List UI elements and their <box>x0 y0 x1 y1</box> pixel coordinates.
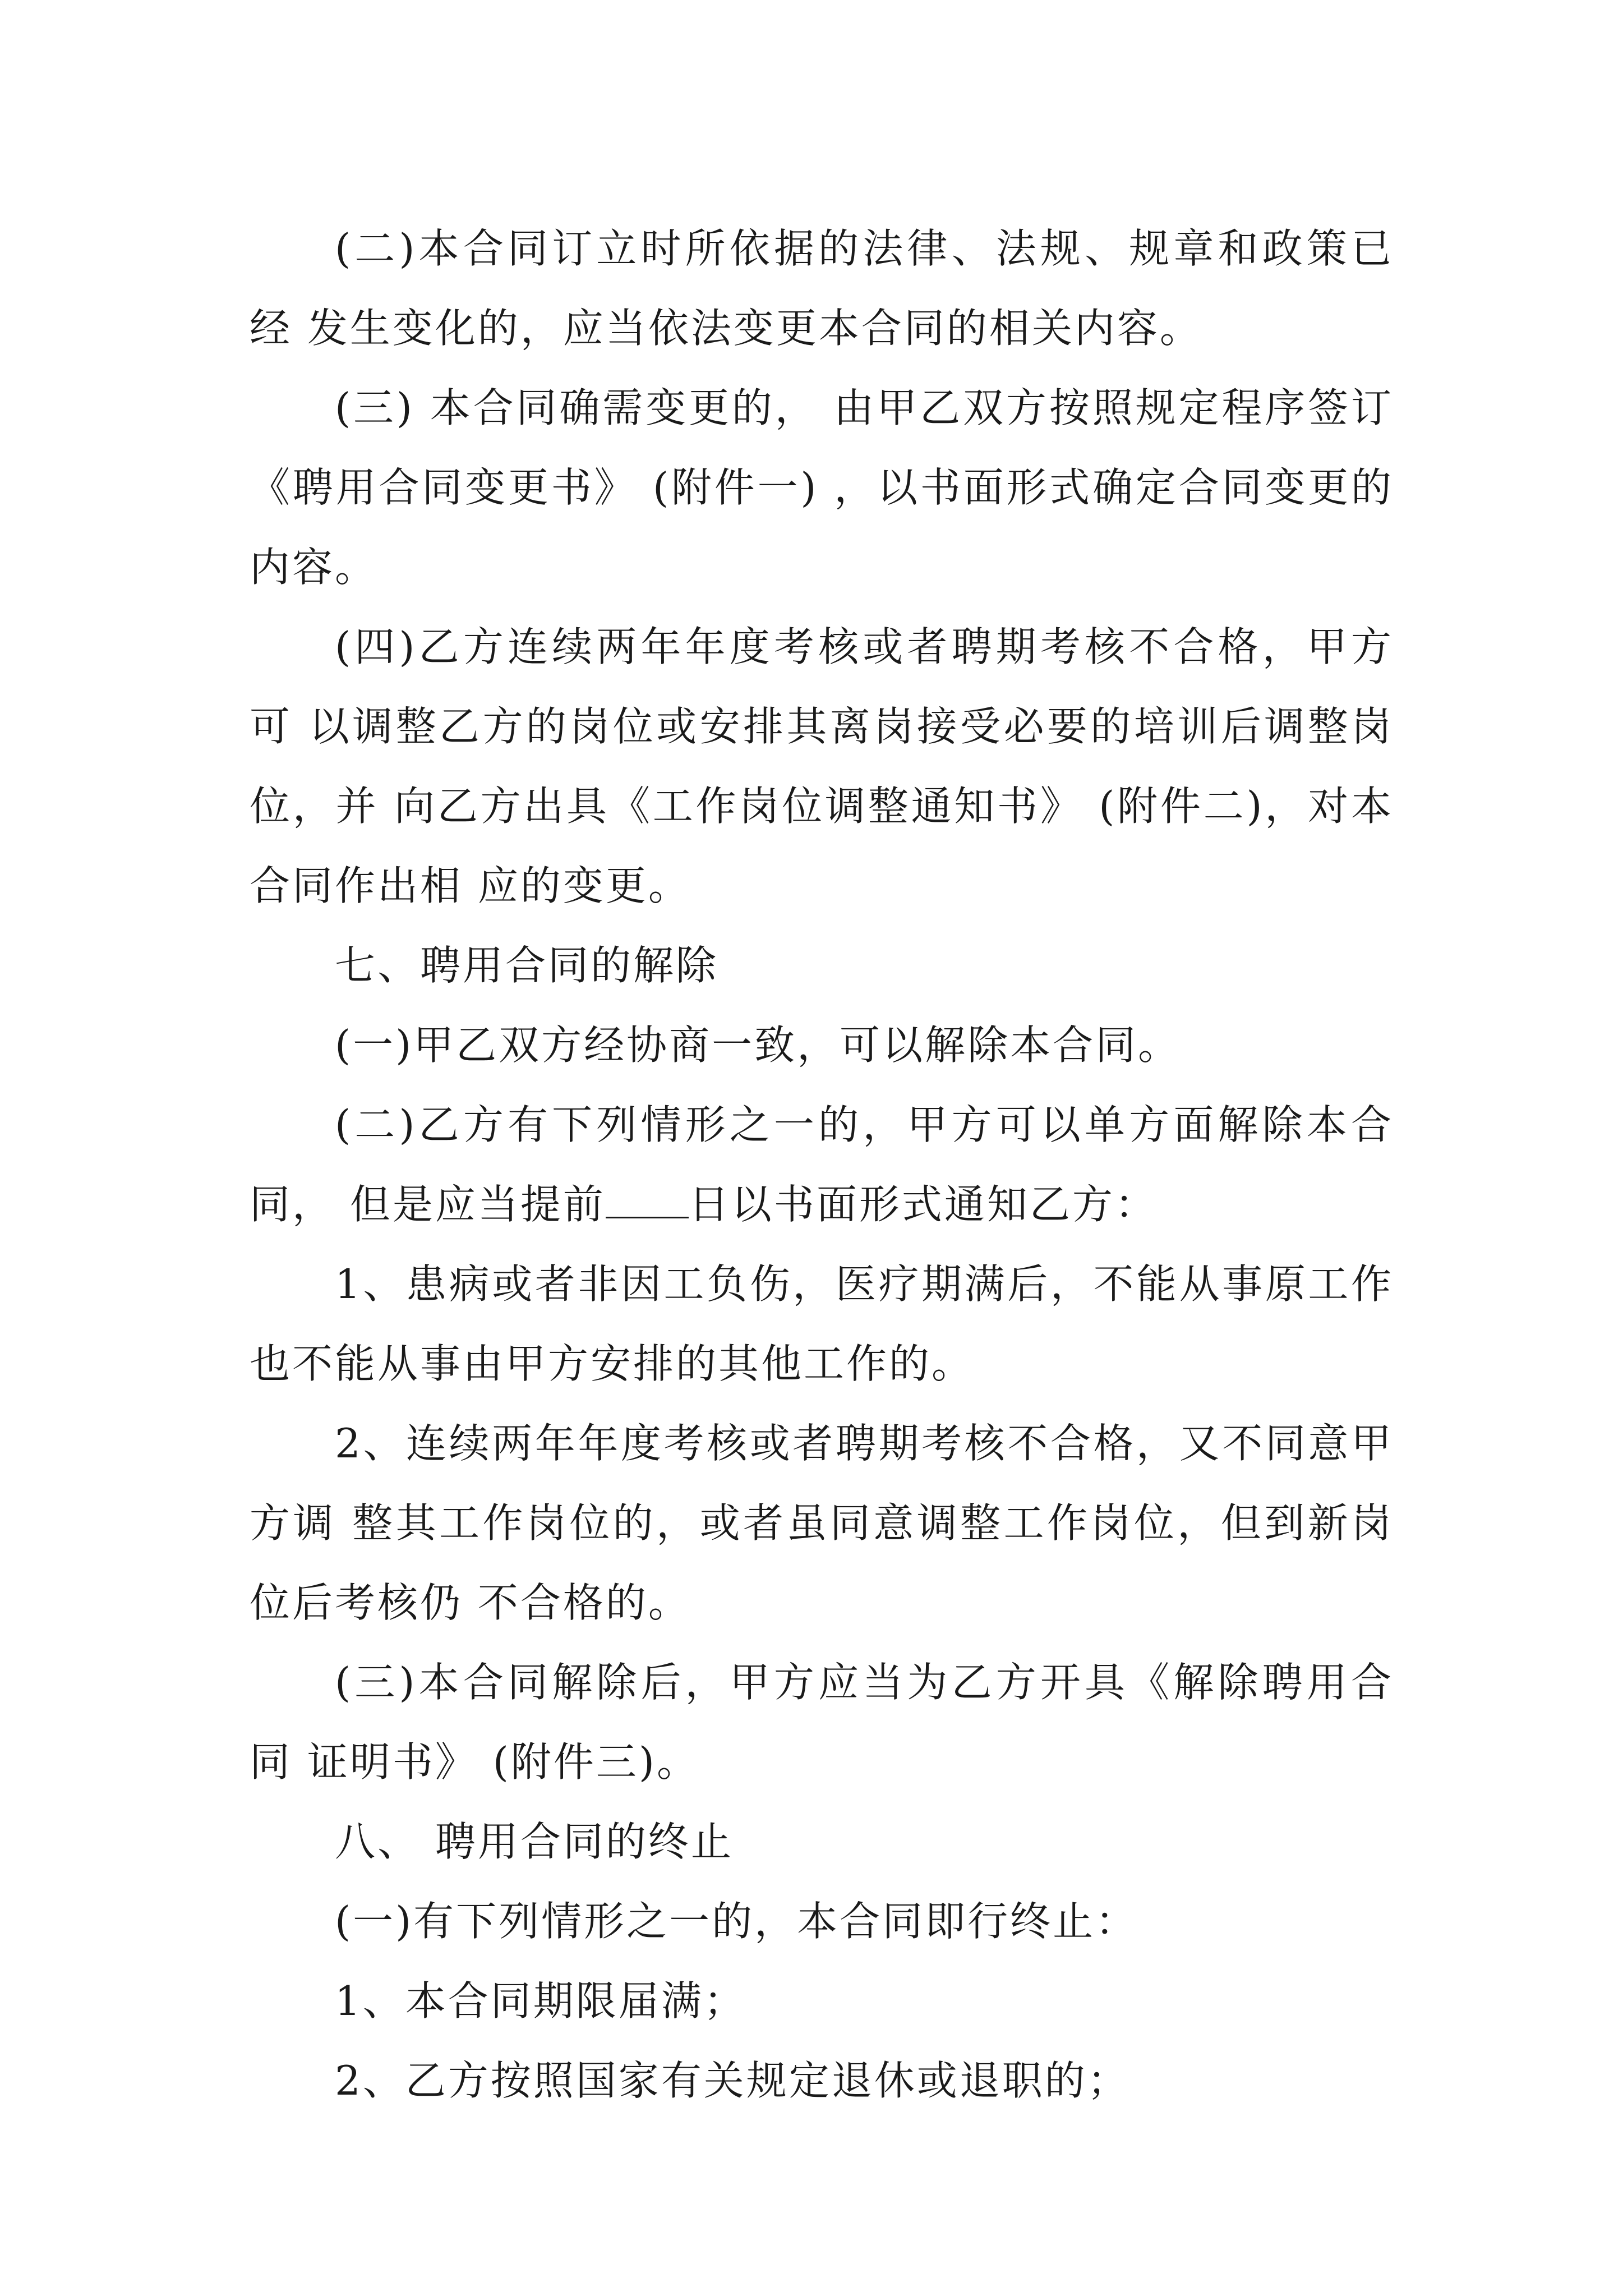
document-body <box>250 209 1409 2120</box>
list-item-illness: 1、患病或者非因工负伤，医疗期满后，不能从事原工作也不能从事由甲方安排的其他工作的。 <box>250 1260 1394 1387</box>
section-heading-expiration: 八、 聘用合同的终止 <box>335 1818 734 1865</box>
paragraph-position-adjustment: (四)乙方连续两年年度考核或者聘期考核不合格，甲方可 以调整乙方的岗位或安排其离岗接受必要的培训后调整岗位，并 向乙方出具《工作岗位调整通知书》 (附件二)，对本合同作出相 应的变更。 <box>250 623 1394 909</box>
section-heading-termination: 七、聘用合同的解除 <box>335 942 719 989</box>
paragraph-contract-change-law: (二)本合同订立时所依据的法律、法规、规章和政策已经 发生变化的，应当依法变更本合同的相关内容。 <box>250 225 1394 352</box>
paragraph-contract-change-procedure: (三) 本合同确需变更的， 由甲乙双方按照规定程序签订 《聘用合同变更书》 (附件一) ，以书面形式确定合同变更的内容。 <box>250 384 1409 591</box>
paragraph-termination-certificate: (三)本合同解除后，甲方应当为乙方开具《解除聘用合同 证明书》 (附件三)。 <box>250 1659 1394 1786</box>
list-item-assessment-failure: 2、连续两年年度考核或者聘期考核不合格，又不同意甲方调 整其工作岗位的，或者虽同意调整工作岗位，但到新岗位后考核仍 不合格的。 <box>250 1420 1394 1626</box>
unilateral-termination-text-before: (二)乙方有下列情形之一的，甲方可以单方面解除本合同， 但是应当提前 <box>250 1101 1394 1228</box>
paragraph-unilateral-termination <box>250 1085 1394 1244</box>
paragraph-mutual-termination: (一)甲乙双方经协商一致，可以解除本合同。 <box>335 1022 1181 1069</box>
unilateral-termination-text-after: 日以书面形式通知乙方： <box>688 1181 1158 1228</box>
paragraph-expiration-conditions: (一)有下列情形之一的，本合同即行终止： <box>335 1898 1138 1945</box>
list-item-retirement: 2、乙方按照国家有关规定退休或退职的； <box>335 2057 1130 2104</box>
notice-days-blank <box>606 1183 689 1218</box>
list-item-term-expired: 1、本合同期限届满； <box>335 1977 746 2024</box>
